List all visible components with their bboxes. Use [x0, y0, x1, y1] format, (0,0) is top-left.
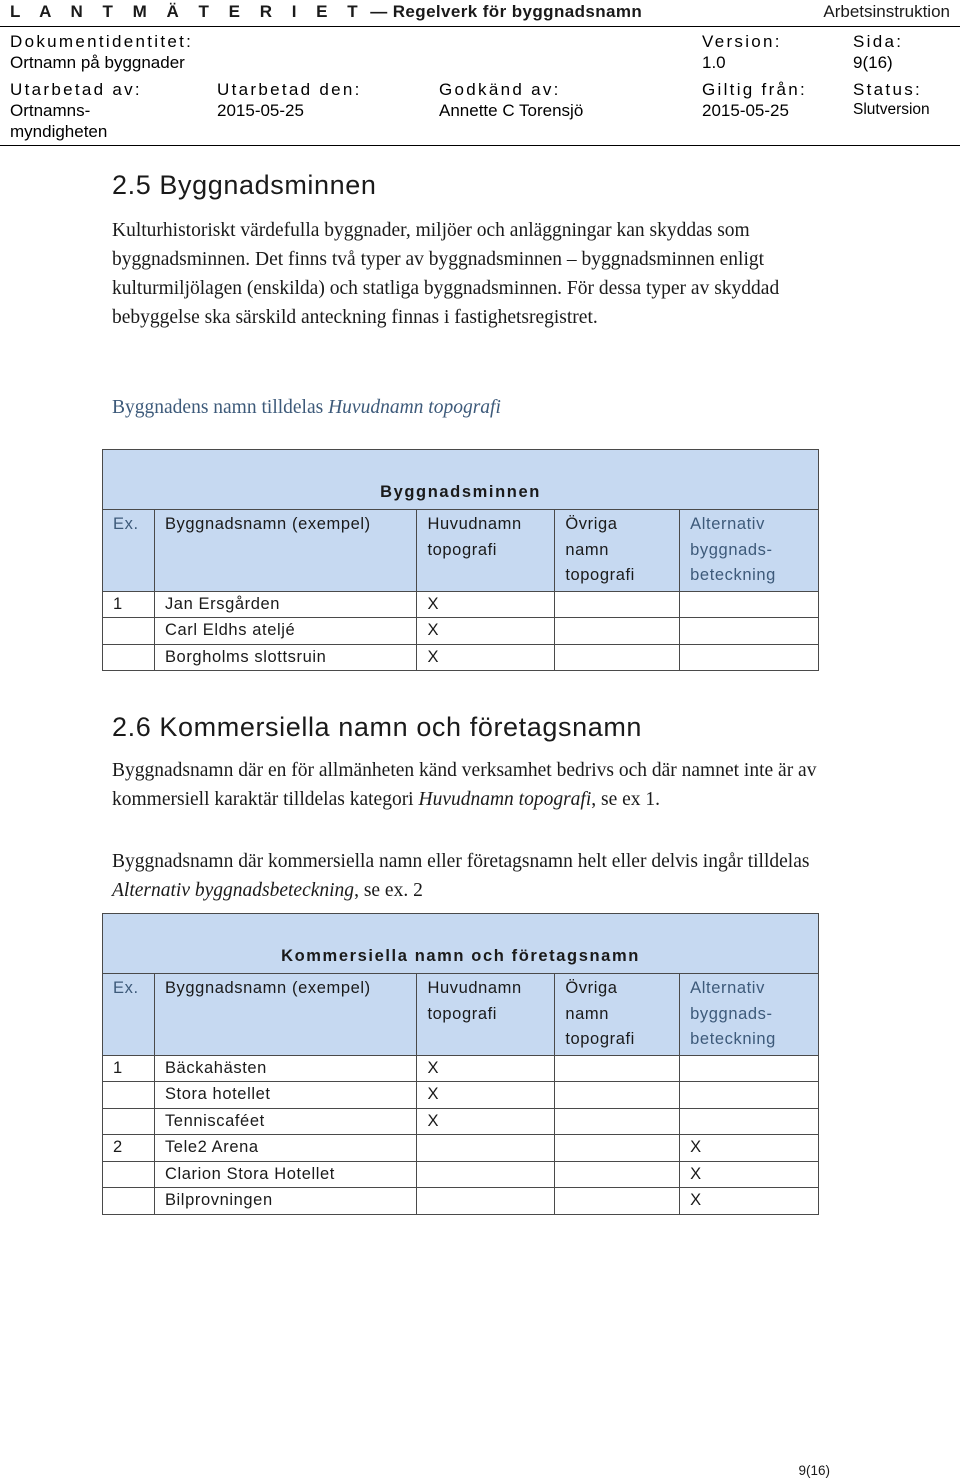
header-divider-top [0, 26, 960, 27]
page-value: 9(16) [853, 53, 893, 72]
table-cell: 2 [103, 1135, 155, 1162]
section-paragraph-1: Byggnadsnamn där en för allmänheten känd verksamhet bedrivs och där namnet inte är av kommersiell karaktär tilldelas kategori Huvudnamn topografi, se ex 1. [112, 760, 817, 810]
table-cell: Bilprovningen [154, 1188, 417, 1215]
doc-id-label: Dokumentidentitet: [10, 32, 194, 51]
prepared-date-label: Utarbetad den: [217, 80, 362, 99]
table-cell [680, 591, 819, 618]
table-cell: X [417, 591, 555, 618]
table-cell [103, 1082, 155, 1109]
table-cell: Tenniscaféet [154, 1108, 417, 1135]
column-header: Alternativ byggnads- beteckning [680, 974, 819, 1056]
table-cell [555, 1082, 680, 1109]
naming-note: Byggnadens namn tilldelas Huvudnamn topografi [112, 397, 501, 418]
version-value: 1.0 [702, 53, 726, 72]
column-header: Övriga namn topografi [555, 974, 680, 1056]
section-paragraph: Kulturhistoriskt värdefulla byggnader, miljöer och anläggningar kan skyddas som byggnadsminnen. Det finns två typer av byggnadsminnen – byggnadsminnen enligt kulturmiljölagen (enskilda) och statliga byggnadsminnen. För dessa typer av skyddad bebyggelse ska särskild anteckning finnas i fastighetsregistret. [112, 220, 780, 328]
prepared-by-label: Utarbetad av: [10, 80, 142, 99]
table-cell: X [417, 1108, 555, 1135]
valid-from-value: 2015-05-25 [702, 101, 789, 120]
table-cell [103, 618, 155, 645]
doc-id-value: Ortnamn på byggnader [10, 53, 185, 72]
table-cell [417, 1161, 555, 1188]
header-divider-bottom [0, 145, 960, 146]
table-cell: X [417, 1055, 555, 1082]
version-label: Version: [702, 32, 782, 51]
table-cell: X [680, 1188, 819, 1215]
table-cell: 1 [103, 591, 155, 618]
valid-from-label: Giltig från: [702, 80, 808, 99]
table-title: Kommersiella namn och företagsnamn [103, 914, 819, 974]
table-cell: Tele2 Arena [154, 1135, 417, 1162]
section-heading-kommersiella: 2.6 Kommersiella namn och företagsnamn [112, 712, 643, 742]
document-header [0, 0, 960, 146]
table-cell: Clarion Stora Hotellet [154, 1161, 417, 1188]
table-cell [555, 1055, 680, 1082]
column-header: Ex. [103, 510, 155, 592]
table-row [103, 644, 819, 671]
document-type: Arbetsinstruktion [823, 2, 950, 21]
table-cell [417, 1188, 555, 1215]
table-cell [417, 1135, 555, 1162]
page-label: Sida: [853, 32, 904, 51]
table-cell: Carl Eldhs ateljé [154, 618, 417, 645]
organization-name: L A N T M Ä T E R I E T — Regelverk för byggnadsnamn [10, 2, 643, 21]
byggnadsminnen-table [102, 449, 819, 671]
table-row [103, 1188, 819, 1215]
section-heading-byggnadsminnen: 2.5 Byggnadsminnen [112, 170, 377, 200]
table-cell: X [680, 1161, 819, 1188]
table-cell [555, 1161, 680, 1188]
table-cell [103, 644, 155, 671]
table-cell [555, 1188, 680, 1215]
table-cell [680, 1055, 819, 1082]
table-cell: X [417, 1082, 555, 1109]
prepared-by-value-cont: myndigheten [10, 122, 108, 141]
column-header: Byggnadsnamn (exempel) [154, 974, 417, 1056]
kommersiella-table [102, 913, 819, 1215]
table-cell: X [680, 1135, 819, 1162]
table-cell: Borgholms slottsruin [154, 644, 417, 671]
table-row [103, 1135, 819, 1162]
table-cell [103, 1161, 155, 1188]
table-row [103, 1082, 819, 1109]
column-header: Huvudnamn topografi [417, 510, 555, 592]
table-row [103, 591, 819, 618]
table-title: Byggnadsminnen [103, 450, 819, 510]
approved-by-label: Godkänd av: [439, 80, 561, 99]
table-cell: X [417, 618, 555, 645]
table-row [103, 1161, 819, 1188]
table-cell: Bäckahästen [154, 1055, 417, 1082]
table-cell [680, 644, 819, 671]
table-cell [555, 1135, 680, 1162]
section-paragraph-2: Byggnadsnamn där kommersiella namn eller företagsnamn helt eller delvis ingår tilldelas Alternativ byggnadsbeteckning, se ex. 2 [112, 851, 810, 901]
table-cell [555, 591, 680, 618]
table-cell [555, 1108, 680, 1135]
prepared-date-value: 2015-05-25 [217, 101, 304, 120]
column-header: Alternativ byggnads- beteckning [680, 510, 819, 592]
status-value: Slutversion [853, 101, 930, 118]
table-cell [555, 618, 680, 645]
table-cell [680, 618, 819, 645]
status-label: Status: [853, 80, 923, 99]
column-header: Byggnadsnamn (exempel) [154, 510, 417, 592]
table-cell [680, 1108, 819, 1135]
table-cell: X [417, 644, 555, 671]
table-cell: 1 [103, 1055, 155, 1082]
table-cell [103, 1108, 155, 1135]
table-cell: Jan Ersgården [154, 591, 417, 618]
table-row [103, 1055, 819, 1082]
table-cell [555, 644, 680, 671]
column-header: Huvudnamn topografi [417, 974, 555, 1056]
table-cell: Stora hotellet [154, 1082, 417, 1109]
table-cell [680, 1082, 819, 1109]
footer-page-number: 9(16) [798, 1463, 830, 1478]
approved-by-value: Annette C Torensjö [439, 101, 584, 120]
table-row [103, 618, 819, 645]
column-header: Ex. [103, 974, 155, 1056]
column-header: Övriga namn topografi [555, 510, 680, 592]
table-cell [103, 1188, 155, 1215]
table-row [103, 1108, 819, 1135]
prepared-by-value: Ortnamns- [10, 101, 91, 120]
